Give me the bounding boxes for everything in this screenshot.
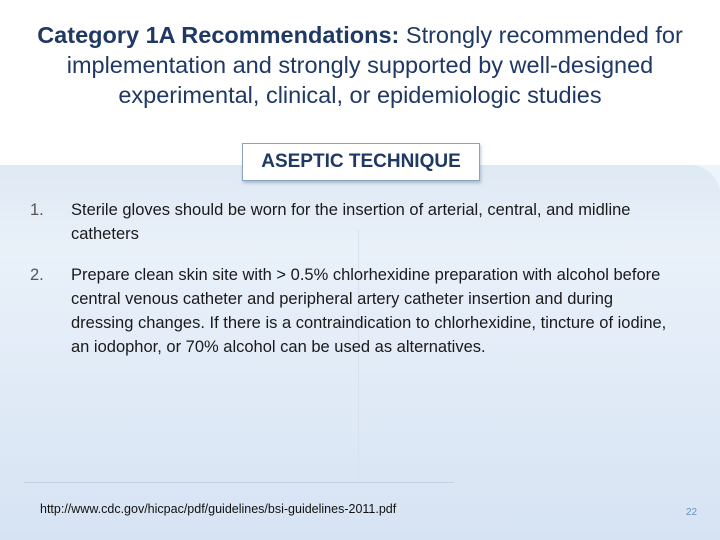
list-item: [30, 198, 670, 246]
source-link[interactable]: http://www.cdc.gov/hicpac/pdf/guidelines/bsi-guidelines-2011.pdf: [40, 502, 397, 516]
slide-title: [10, 20, 710, 110]
list-item-text: Prepare clean skin site with > 0.5% chlorhexidine preparation with alcohol before central venous catheter and peripheral artery catheter insertion and during dressing changes. If there is a contraindication to chlorhexidine, tincture of iodine, an iodophor, or 70% alcohol can be used as alternatives.: [71, 266, 667, 356]
section-label-box: [242, 143, 480, 181]
list-item: [30, 263, 670, 359]
title-description: Strongly recommended for implementation and strongly supported by well-designed experimental, clinical, or epidemiologic studies: [66, 22, 683, 108]
footer-divider: [24, 482, 454, 483]
title-category: Category 1A Recommendations:: [37, 22, 400, 48]
section-label: ASEPTIC TECHNIQUE: [261, 151, 461, 172]
list-item-text: Sterile gloves should be worn for the insertion of arterial, central, and midline catheters: [71, 201, 631, 243]
list-item-number: 1.: [30, 201, 44, 219]
list-item-number: 2.: [30, 266, 44, 284]
page-number: 22: [686, 507, 698, 518]
